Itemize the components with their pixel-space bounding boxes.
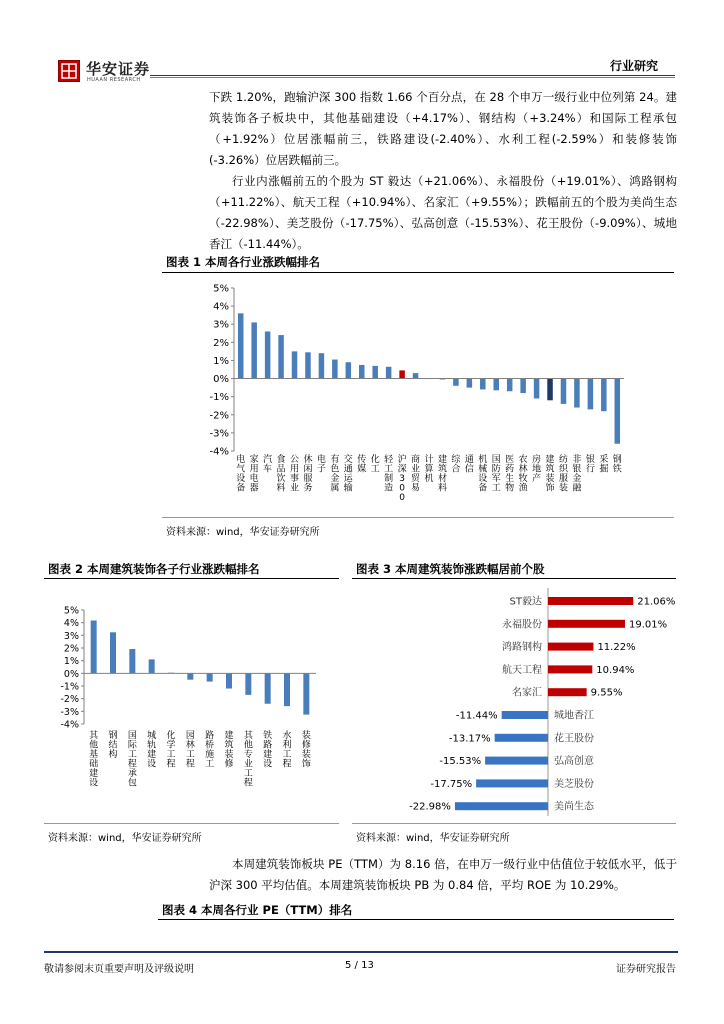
- category-label: ST毅达: [509, 596, 542, 608]
- x-tick-label: 机械设备: [478, 455, 488, 494]
- bar: [485, 757, 548, 765]
- bar: [588, 379, 594, 410]
- figure1-source: 资料来源：wind，华安证券研究所: [166, 527, 320, 538]
- y-tick-label: -2%: [60, 694, 79, 706]
- logo-mark: [58, 60, 80, 82]
- bar: [561, 379, 567, 404]
- logo-text: 华安证券: [86, 60, 151, 78]
- bar: [399, 370, 405, 378]
- x-tick-label: 综合: [451, 455, 461, 475]
- bar: [502, 711, 548, 719]
- data-label: 9.55%: [590, 687, 623, 699]
- bar: [507, 379, 513, 392]
- y-tick-label: 0%: [63, 668, 79, 680]
- bar: [265, 331, 271, 378]
- y-tick-label: -1%: [60, 681, 79, 693]
- x-tick-label: 有色金属: [330, 455, 340, 494]
- y-tick-label: -4%: [209, 446, 229, 458]
- y-tick-label: 1%: [63, 656, 79, 668]
- bar: [91, 621, 97, 674]
- x-tick-label: 休闲服务: [303, 455, 313, 494]
- bar: [245, 673, 251, 695]
- data-label: 19.01%: [628, 619, 668, 631]
- bar: [278, 335, 284, 378]
- bar: [615, 379, 621, 444]
- bar: [110, 632, 116, 673]
- figure4-title: 图表 4 本周各行业 PE（TTM）排名: [162, 903, 353, 917]
- bar: [265, 673, 271, 703]
- category-label: 美尚生态: [554, 801, 594, 813]
- x-tick-label: 路桥施工: [205, 731, 215, 770]
- bar: [480, 379, 486, 390]
- figure4-top-rule: [158, 919, 674, 920]
- x-tick-label: 装修装饰: [301, 731, 311, 770]
- subsector-change-chart: [44, 582, 339, 818]
- category-label: 美芝股份: [554, 778, 594, 790]
- x-tick-label: 汽车: [263, 455, 273, 475]
- x-tick-label: 园林工程: [185, 731, 195, 770]
- section-title: 行业研究: [609, 59, 658, 73]
- bar: [359, 365, 365, 379]
- bar: [332, 360, 338, 379]
- footer-disclaimer: 敬请参阅末页重要声明及评级说明: [44, 964, 194, 975]
- x-tick-label: 钢结构: [108, 731, 118, 760]
- top-stocks-chart: [352, 582, 676, 818]
- industry-change-chart: [162, 276, 674, 516]
- x-tick-label: 银行: [585, 455, 595, 475]
- bar: [548, 643, 593, 651]
- bar: [372, 366, 378, 379]
- y-tick-label: -2%: [209, 410, 229, 422]
- figure2-top-rule: [44, 578, 339, 579]
- bar: [574, 379, 580, 408]
- y-tick-label: 4%: [213, 301, 229, 313]
- y-tick-label: 4%: [63, 618, 79, 630]
- footer-rule: [44, 951, 678, 953]
- figure2-title: 图表 2 本周建筑装饰各子行业涨跌幅排名: [48, 562, 260, 576]
- bar: [303, 673, 309, 714]
- bar: [476, 779, 548, 787]
- bar: [548, 688, 587, 696]
- y-tick-label: 2%: [213, 337, 229, 349]
- x-tick-label: 建筑材料: [437, 455, 447, 494]
- x-tick-label: 沪深 3 0 0: [397, 455, 407, 503]
- x-tick-label: 国际工程承包: [127, 731, 137, 789]
- bar: [495, 734, 548, 742]
- data-label: 21.06%: [637, 596, 676, 608]
- x-tick-label: 化学工程: [166, 731, 176, 770]
- y-tick-label: 0%: [213, 374, 229, 386]
- figure1-title: 图表 1 本周各行业涨跌幅排名: [166, 255, 321, 269]
- x-tick-label: 交通运输: [343, 455, 353, 494]
- bar: [455, 802, 548, 810]
- x-tick-label: 商业贸易: [411, 455, 421, 494]
- x-tick-label: 钢铁: [612, 455, 622, 475]
- x-tick-label: 其他专业工程: [243, 731, 253, 789]
- x-tick-label: 房地产: [532, 455, 542, 484]
- x-tick-label: 化工: [370, 455, 380, 475]
- bar: [149, 659, 155, 673]
- figure3-top-rule: [352, 578, 676, 579]
- bar: [547, 379, 553, 401]
- y-tick-label: 5%: [213, 283, 229, 295]
- paragraph-top-stocks: 行业内涨幅前五的个股为 ST 毅达（+21.06%）、永福股份（+19.01%）、鸿路钢构（+11.22%）、航天工程（+10.94%）、名家汇（+9.55%）；跌幅前五的个股为美尚生态（-22.98%）、美芝股份（-17.75%）、弘高创意（-15.53%）、花王股份（-9.09%）、城地香江（-11.44%）。: [209, 174, 677, 251]
- bar: [238, 313, 244, 378]
- header-rule-secondary: [150, 77, 675, 78]
- bar: [386, 367, 392, 379]
- bar: [346, 362, 352, 378]
- y-tick-label: -3%: [209, 428, 229, 440]
- footer-report-type: 证券研究报告: [616, 964, 676, 975]
- y-tick-label: 2%: [63, 643, 79, 655]
- y-tick-label: 5%: [63, 605, 79, 617]
- x-tick-label: 轻工制造: [384, 455, 394, 494]
- figure1-bottom-rule: [162, 517, 674, 518]
- y-tick-label: 1%: [213, 355, 229, 367]
- bar: [453, 379, 459, 386]
- y-tick-label: 3%: [213, 319, 229, 331]
- bar: [129, 649, 135, 673]
- bar: [467, 379, 473, 388]
- category-label: 城地香江: [554, 710, 594, 722]
- x-tick-label: 非银金融: [572, 455, 582, 494]
- x-tick-label: 电气设备: [236, 455, 246, 494]
- bar: [207, 673, 213, 681]
- category-label: 花王股份: [554, 733, 594, 745]
- x-tick-label: 水利工程: [282, 731, 292, 770]
- x-tick-label: 食品饮料: [276, 455, 286, 494]
- bar: [413, 373, 419, 378]
- data-label: -11.44%: [455, 710, 498, 722]
- bar: [226, 673, 232, 688]
- bar: [319, 353, 325, 378]
- x-tick-label: 建筑装饰: [545, 455, 555, 494]
- category-label: 名家汇: [512, 687, 542, 699]
- x-tick-label: 城轨建设: [147, 731, 157, 770]
- category-label: 永福股份: [502, 619, 542, 631]
- x-tick-label: 农林牧渔: [518, 455, 528, 494]
- x-tick-label: 家用电器: [249, 455, 259, 494]
- x-tick-label: 采掘: [599, 455, 609, 475]
- y-tick-label: -3%: [60, 706, 79, 718]
- bar: [251, 322, 257, 378]
- bar: [601, 379, 607, 412]
- category-label: 鸿路钢构: [502, 642, 542, 654]
- bar: [548, 597, 633, 605]
- bar: [187, 673, 193, 679]
- bar: [548, 620, 625, 628]
- header-rule: [150, 75, 675, 76]
- bar: [493, 379, 499, 391]
- figure3-title: 图表 3 本周建筑装饰涨跌幅居前个股: [356, 562, 545, 576]
- x-tick-label: 铁路建设: [263, 731, 273, 770]
- x-tick-label: 通信: [464, 455, 474, 475]
- y-tick-label: -4%: [60, 719, 79, 731]
- category-label: 弘高创意: [554, 756, 594, 768]
- x-tick-label: 其他基础建设: [89, 731, 99, 789]
- figure2-bottom-rule: [44, 823, 339, 824]
- bar: [284, 673, 290, 706]
- x-tick-label: 公用事业: [290, 455, 300, 494]
- y-tick-label: 3%: [63, 630, 79, 642]
- data-label: 11.22%: [597, 642, 636, 654]
- x-tick-label: 医药生物: [505, 455, 515, 494]
- data-label: 10.94%: [596, 664, 635, 676]
- logo-subtext: HUAAN RESEARCH: [87, 77, 141, 83]
- bar: [534, 379, 540, 399]
- figure2-source: 资料来源：wind，华安证券研究所: [48, 833, 202, 844]
- x-tick-label: 国防军工: [491, 455, 501, 494]
- y-tick-label: -1%: [209, 392, 229, 404]
- figure1-top-rule: [162, 272, 674, 273]
- page-number: 5 / 13: [345, 960, 374, 971]
- data-label: -17.75%: [430, 778, 473, 790]
- bar: [548, 665, 592, 673]
- x-tick-label: 计算机: [424, 455, 434, 484]
- x-tick-label: 建筑装修: [224, 731, 234, 770]
- paragraph-valuation: 本周建筑装饰板块 PE（TTM）为 8.16 倍，在申万一级行业中估值位于较低水平，低于沪深 300 平均估值。本周建筑装饰板块 PB 为 0.84 倍，平均 ROE 为 10.29%。: [209, 857, 677, 892]
- x-tick-label: 纺织服装: [558, 455, 568, 494]
- bar: [305, 352, 311, 378]
- x-tick-label: 传媒: [357, 455, 367, 475]
- bar: [520, 379, 526, 393]
- paragraph-weekly-performance: 下跌 1.20%，跑输沪深 300 指数 1.66 个百分点，在 28 个申万一级行业中位列第 24。建筑装饰各子板块中，其他基础建设（+4.17%）、钢结构（+3.24%）和国际工程承包（+1.92%）位居涨幅前三，铁路建设(-2.40%）、水利工程(-2.59%）和装修装饰(-3.26%）位居跌幅前三。: [209, 90, 677, 167]
- figure3-source: 资料来源：wind，华安证券研究所: [356, 833, 510, 844]
- data-label: -13.17%: [448, 733, 491, 745]
- data-label: -15.53%: [439, 756, 482, 768]
- bar: [292, 351, 298, 378]
- data-label: -22.98%: [409, 801, 451, 813]
- figure3-bottom-rule: [352, 823, 676, 824]
- x-tick-label: 电子: [316, 455, 326, 475]
- category-label: 航天工程: [502, 664, 542, 676]
